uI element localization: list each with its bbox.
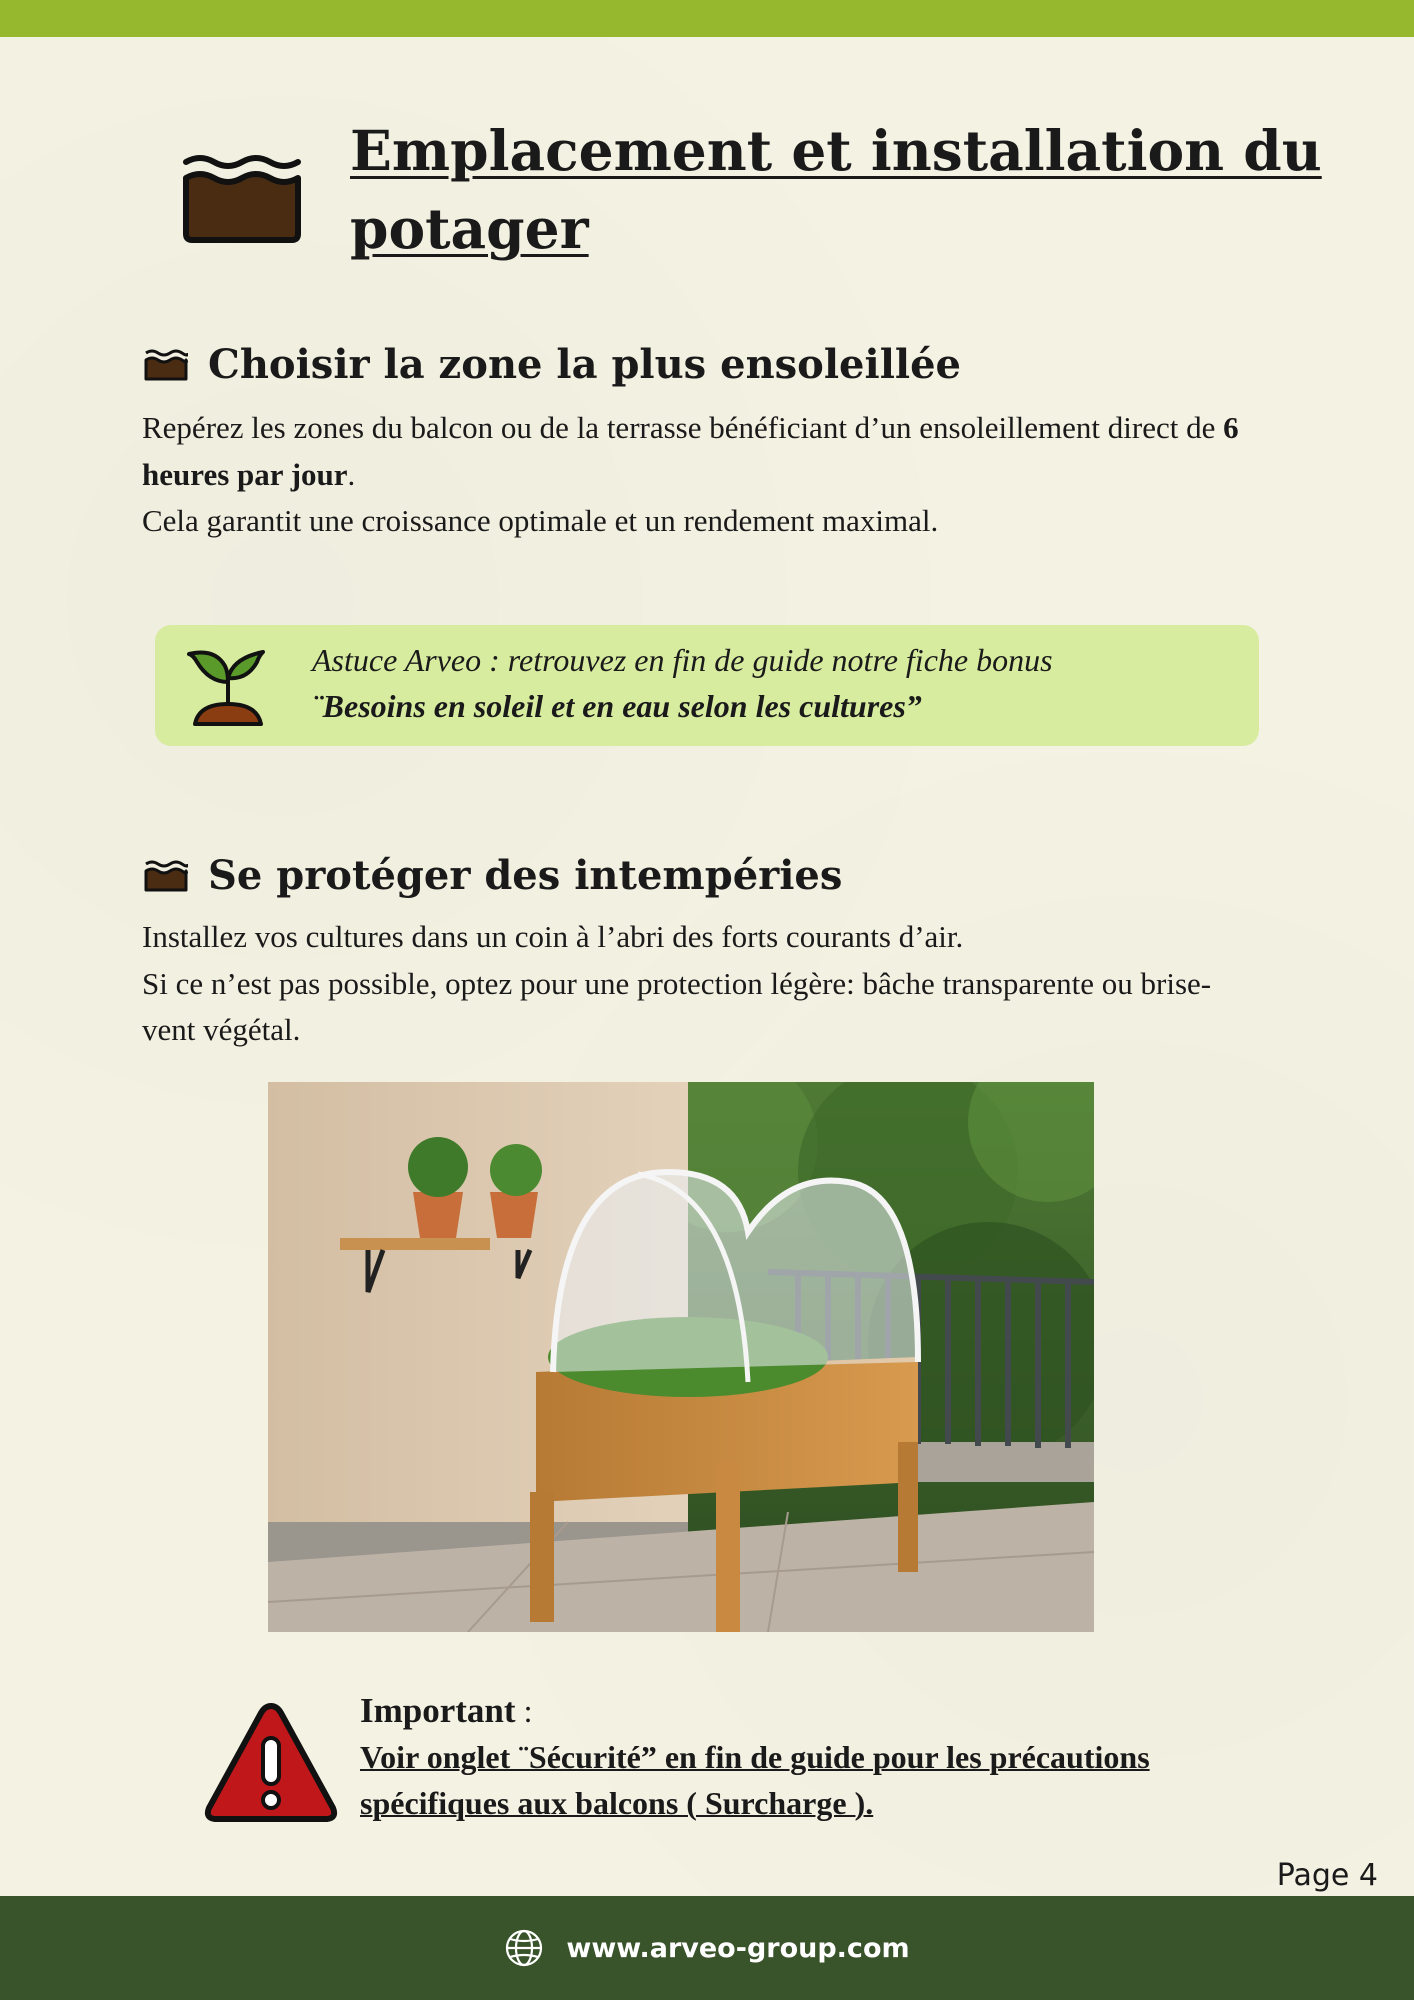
- globe-icon: [504, 1928, 544, 1968]
- section-heading-weather: [144, 851, 842, 901]
- footer-bar: [0, 1896, 1414, 2000]
- important-colon: :: [515, 1693, 533, 1729]
- security-link[interactable]: Voir onglet ¨Sécurité” en fin de guide pour les précautions spécifiques aux balcons ( Surcharge ).: [360, 1739, 1150, 1821]
- warning-triangle-icon: [203, 1700, 339, 1825]
- important-label: Important: [360, 1691, 516, 1730]
- sprout-icon: [185, 642, 271, 728]
- page-number: Page 4: [1276, 1858, 1378, 1893]
- balcony-garden-photo: [268, 1082, 1094, 1632]
- tip-line2: ¨Besoins en soleil et en eau selon les cultures”: [312, 688, 922, 724]
- website-link[interactable]: www.arveo-group.com: [566, 1932, 910, 1964]
- soil-icon: [144, 859, 188, 893]
- section2-line1: Installez vos cultures dans un coin à l’abri des forts courants d’air.: [142, 919, 964, 954]
- section1-line2: Cela garantit une croissance optimale et un rendement maximal.: [142, 503, 939, 538]
- section-heading-text: Se protéger des intempéries: [208, 852, 843, 899]
- section1-paragraph: [142, 405, 1262, 545]
- soil-icon: [182, 152, 302, 244]
- top-accent-bar: [0, 0, 1414, 37]
- tip-text: [312, 637, 1242, 729]
- tip-box: [155, 625, 1259, 746]
- page-title: Emplacement et installation du potager: [350, 118, 1322, 261]
- soil-icon: [144, 348, 188, 382]
- section1-text-end: .: [347, 456, 356, 492]
- section-heading-text: Choisir la zone la plus ensoleillée: [208, 341, 961, 388]
- tip-line1: Astuce Arveo : retrouvez en fin de guide notre fiche bonus: [312, 642, 1053, 678]
- section2-paragraph: [142, 914, 1262, 1054]
- section1-text: Repérez les zones du balcon ou de la terrasse bénéficiant d’un ensoleillement direct de: [142, 410, 1224, 445]
- section2-line2: Si ce n’est pas possible, optez pour une protection légère: bâche transparente ou brise-vent végétal.: [142, 965, 1212, 1047]
- section-heading-sunny-zone: [144, 340, 961, 390]
- important-note: [360, 1688, 1260, 1826]
- section1-bold-text: 6 heures par jour: [142, 410, 1239, 492]
